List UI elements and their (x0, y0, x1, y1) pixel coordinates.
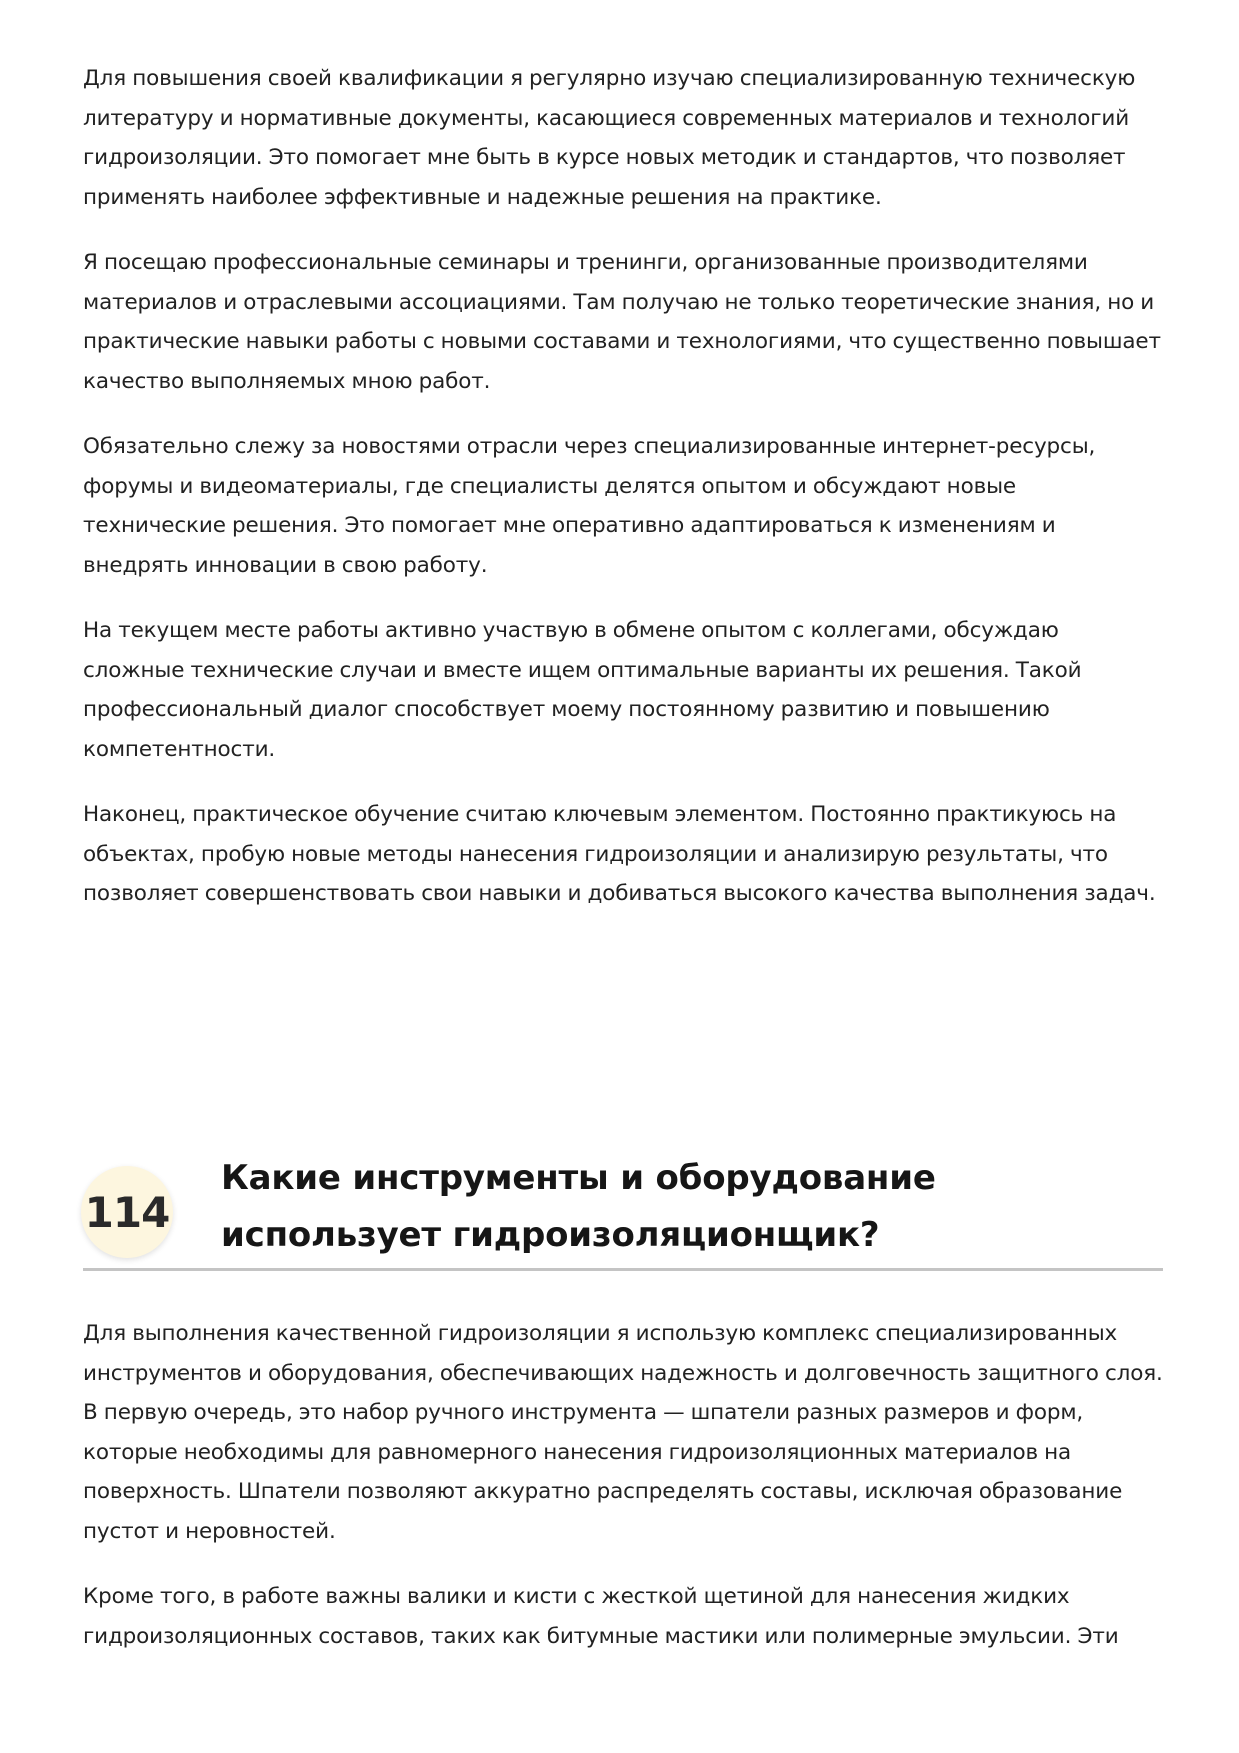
answer-text-previous (83, 59, 1163, 914)
paragraph: Наконец, практическое обучение считаю ключевым элементом. Постоянно практикуюсь на объектах, пробую новые методы нанесения гидроизоляции и анализирую результаты, что позволяет совершенствовать свои навыки и добиваться высокого качества выполнения задач. (83, 802, 1156, 906)
question-title: Какие инструменты и оборудование использует гидроизоляционщик? (221, 1158, 936, 1255)
paragraph: Для выполнения качественной гидроизоляции я использую комплекс специализированных инструментов и оборудования, обеспечивающих надежность и долговечность защитного слоя. В первую очередь, это набор ручного инструмента — шпатели разных размеров и форм, которые необходимы для равномерного нанесения гидроизоляционных материалов на поверхность. Шпатели позволяют аккуратно распределять составы, исключая образование пустот и неровностей. (83, 1321, 1163, 1544)
paragraph: Для повышения своей квалификации я регулярно изучаю специализированную техническую литературу и нормативные документы, касающиеся современных материалов и технологий гидроизоляции. Это помогает мне быть в курсе новых методик и стандартов, что позволяет применять наиболее эффективные и надежные решения на практике. (83, 66, 1136, 210)
answer-text-current (83, 1314, 1163, 1656)
paragraph: Обязательно слежу за новостями отрасли через специализированные интернет-ресурсы, форумы и видеоматериалы, где специалисты делятся опытом и обсуждают новые технические решения. Это помогает мне оперативно адаптироваться к изменениям и внедрять инновации в свою работу. (83, 434, 1096, 578)
paragraph: Кроме того, в работе важны валики и кисти с жесткой щетиной для нанесения жидких гидроизоляционных составов, таких как битумные мастики или полимерные эмульсии. Эти (83, 1584, 1119, 1649)
paragraph: Я посещаю профессиональные семинары и тренинги, организованные производителями материалов и отраслевыми ассоциациями. Там получаю не только теоретические знания, но и практические навыки работы с новыми составами и технологиями, что существенно повышает качество выполняемых мною работ. (83, 250, 1161, 394)
question-header (83, 1138, 1163, 1271)
question-number-badge: 114 (81, 1166, 173, 1258)
paragraph: На текущем месте работы активно участвую в обмене опытом с коллегами, обсуждаю сложные технические случаи и вместе ищем оптимальные варианты их решения. Такой профессиональный диалог способствует моему постоянному развитию и повышению компетентности. (83, 618, 1082, 762)
